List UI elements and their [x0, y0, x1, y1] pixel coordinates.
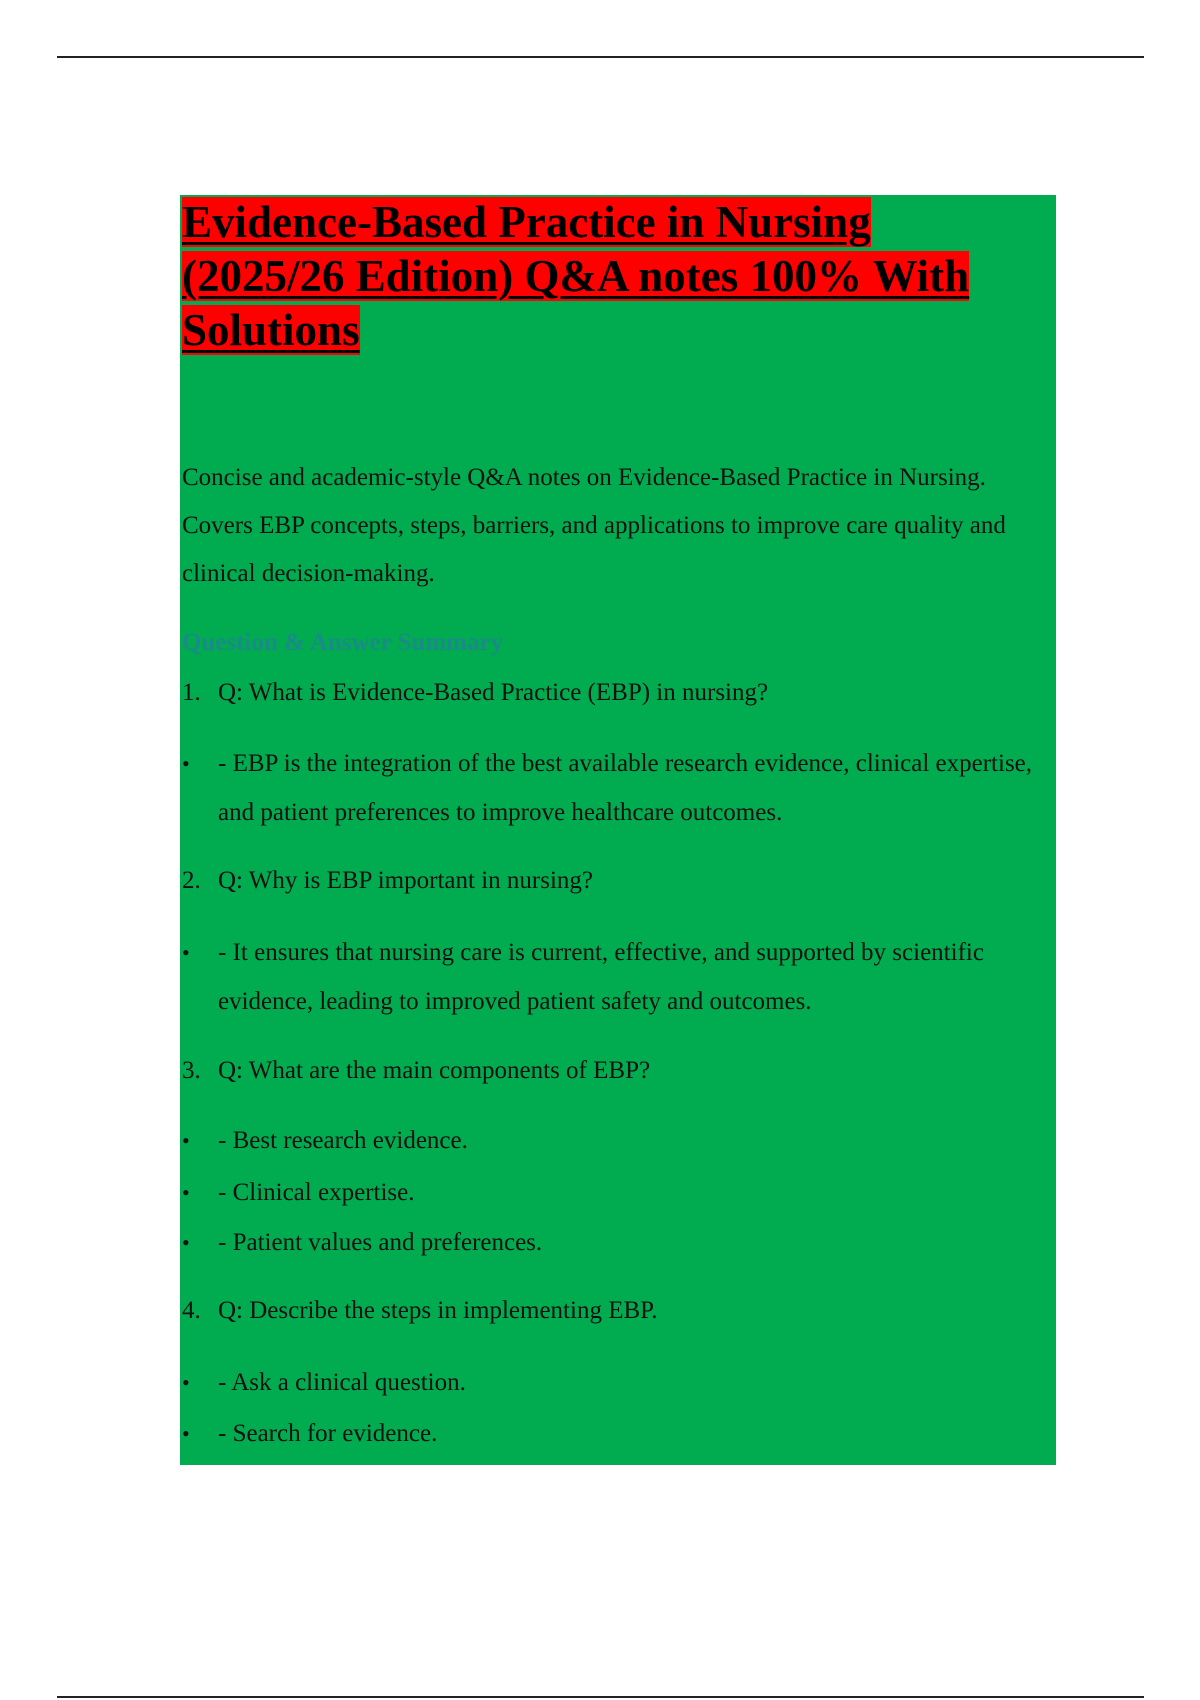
answer-item [182, 739, 1042, 837]
answer-item [182, 1218, 1042, 1267]
answer-text: - EBP is the integration of the best available research evidence, clinical expertise, and patient preferences to improve healthcare outcomes. [218, 750, 1033, 826]
question-text: Q: What is Evidence-Based Practice (EBP) in nursing? [218, 679, 769, 706]
question-text: Q: Why is EBP important in nursing? [218, 867, 593, 894]
answer-item [182, 1358, 1042, 1407]
bullet-icon: • [182, 751, 190, 776]
top-rule [57, 56, 1144, 58]
answer-text: - Ask a clinical question. [218, 1369, 466, 1396]
question-text: Q: What are the main components of EBP? [218, 1057, 651, 1084]
question-number: 4. [182, 1297, 201, 1324]
question-item [182, 676, 1042, 710]
bullet-icon: • [182, 1421, 190, 1446]
intro-paragraph: Concise and academic-style Q&A notes on Evidence-Based Practice in Nursing. Covers EBP concepts, steps, barriers, and applications to improve care quality and clinical decision-making. [182, 464, 1006, 587]
answer-text: - It ensures that nursing care is current, effective, and supported by scientific evidence, leading to improved patient safety and outcomes. [218, 939, 984, 1015]
bullet-icon: • [182, 940, 190, 965]
bullet-icon: • [182, 1370, 190, 1395]
title-text: Evidence-Based Practice in Nursing (2025/26 Edition) Q&A notes 100% With Solutions [182, 197, 970, 355]
section-heading: Question & Answer Summary [182, 629, 504, 656]
answer-item [182, 1168, 1042, 1217]
question-item [182, 1294, 1042, 1328]
answer-item [182, 928, 1042, 1026]
question-item [182, 864, 1042, 898]
answer-text: - Clinical expertise. [218, 1179, 415, 1206]
bottom-rule [57, 1696, 1144, 1698]
answer-text: - Best research evidence. [218, 1127, 468, 1154]
document-title [182, 195, 1042, 357]
question-number: 2. [182, 867, 201, 894]
answer-text: - Search for evidence. [218, 1420, 438, 1447]
answer-text: - Patient values and preferences. [218, 1229, 543, 1256]
answer-item [182, 1116, 1042, 1165]
answer-item [182, 1409, 1042, 1458]
bullet-icon: • [182, 1180, 190, 1205]
question-number: 1. [182, 679, 201, 706]
question-number: 3. [182, 1057, 201, 1084]
bullet-icon: • [182, 1128, 190, 1153]
question-item [182, 1054, 1042, 1088]
bullet-icon: • [182, 1230, 190, 1255]
question-text: Q: Describe the steps in implementing EBP. [218, 1297, 658, 1324]
